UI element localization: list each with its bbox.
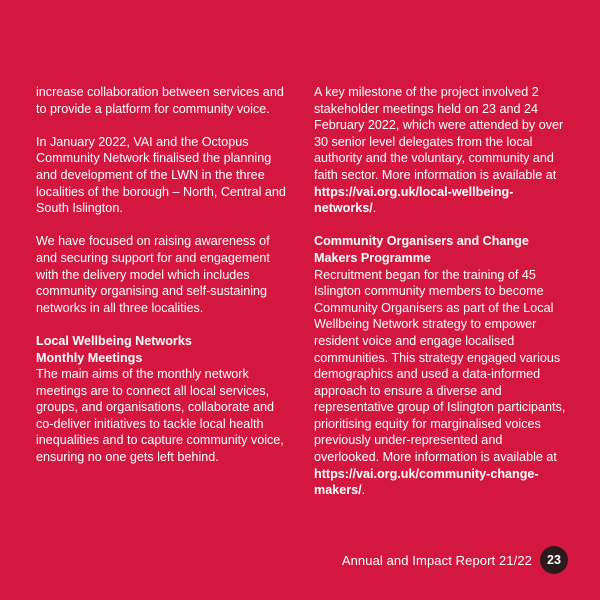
heading-line-2: Monthly Meetings xyxy=(36,350,143,365)
community-change-makers-link[interactable]: https://vai.org.uk/community-change-makers/ xyxy=(314,466,539,498)
heading-line-1: Community Organisers and Change xyxy=(314,234,529,249)
footer xyxy=(300,546,568,574)
report-title: Annual and Impact Report 21/22 xyxy=(341,552,532,568)
left-paragraph-1: increase collaboration between services and to provide a platform for community voice. xyxy=(36,85,284,116)
left-paragraph-4: The main aims of the monthly network meetings are to connect all local services, groups, and organisations, collaborate and co-deliver initiatives to tackle local health inequalities and to capture community voice, ensuring no one gets left behind. xyxy=(36,367,284,465)
left-column xyxy=(36,84,288,482)
right-paragraph-1-text: A key milestone of the project involved 2 stakeholder meetings held on 23 and 24 February 2022, which were attended by over 30 senior level delegates from the local authority and the voluntary, community and faith sector. More information is available at xyxy=(314,85,564,182)
right-paragraph-2 xyxy=(314,267,568,499)
left-paragraph-2: In January 2022, VAI and the Octopus Community Network finalised the planning and development of the LWN in the three localities of the borough – North, Central and South Islington. xyxy=(36,134,286,216)
section-heading-local-wellbeing xyxy=(36,333,288,366)
left-paragraph-3: We have focused on raising awareness of and securing support for and engagement with the delivery model which includes community organising and self-sustaining networks in all three localities. xyxy=(36,234,270,315)
right-paragraph-2-end: . xyxy=(361,483,366,498)
heading-line-1: Local Wellbeing Networks xyxy=(36,333,192,348)
local-wellbeing-networks-link[interactable]: https://vai.org.uk/local-wellbeing-networks/ xyxy=(314,184,514,216)
right-paragraph-1 xyxy=(314,84,568,217)
right-paragraph-1-end: . xyxy=(372,201,377,216)
section-heading-community-organisers xyxy=(314,233,568,266)
heading-line-2: Makers Programme xyxy=(314,250,431,265)
page-number-badge: 23 xyxy=(540,546,568,574)
right-column xyxy=(314,84,568,515)
right-paragraph-2-text: Recruitment began for the training of 45 Islington community members to become Community Organisers as part of the Local Wellbeing Network strategy to empower resident voice and engage localised communities. This strategy engaged various demographics and used a data-informed approach to ensure a diverse and representative group of Islington participants, prioritising equity for marginalised voices previously under-represented and overlooked. More information is available at xyxy=(314,267,566,465)
